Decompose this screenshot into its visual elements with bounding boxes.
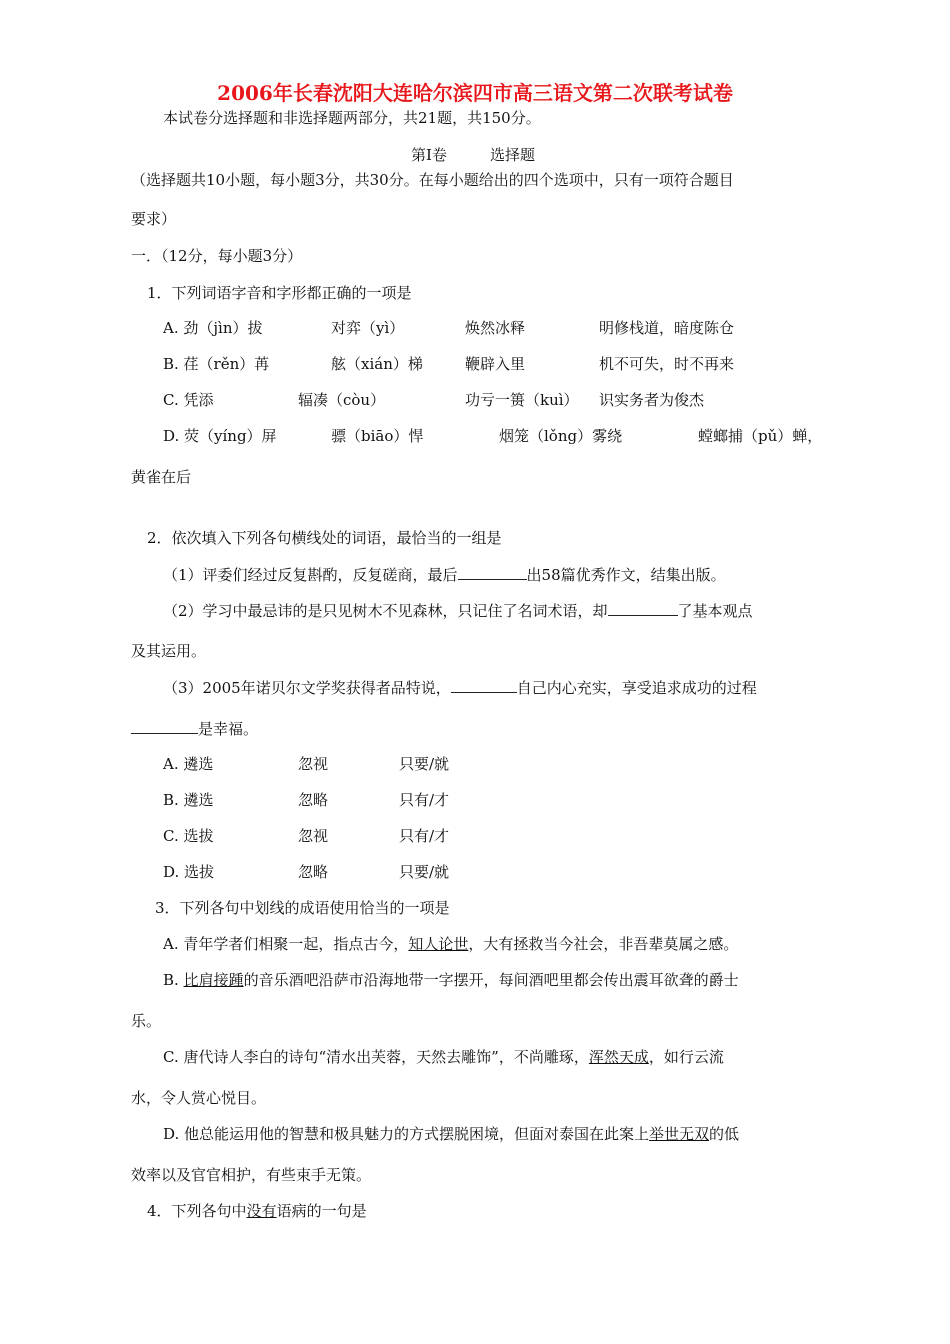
q3-c-idiom: 浑然天成	[588, 1048, 649, 1066]
q2-a-1: A. 遴选	[163, 755, 214, 773]
q2-d-2: 忽略	[298, 863, 329, 881]
q1-a-2: 对弈（yì）	[331, 319, 405, 337]
q2-s3-blank-1	[451, 677, 517, 693]
q3-b-post: 的音乐酒吧沿萨市沿海地带一字摆开，每间酒吧里都会传出震耳欲聋的爵士	[243, 971, 739, 989]
q2-s2-post: 了基本观点	[677, 602, 753, 620]
q3-option-b	[163, 970, 739, 990]
q2-s3-pre: （3）2005年诺贝尔文学奖获得者品特说，	[163, 679, 451, 697]
q3-c-pre: C. 唐代诗人李白的诗句“清水出芙蓉，天然去雕饰”，不尚雕琢，	[163, 1048, 589, 1066]
q3-option-d	[163, 1124, 739, 1144]
q2-a-3: 只要/就	[399, 755, 450, 773]
q2-s1-post: 出58篇优秀作文，结集出版。	[526, 566, 726, 584]
q2-s1-pre: （1）评委们经过反复斟酌，反复磋商，最后	[163, 566, 458, 584]
q3-c-post: ，如行云流	[648, 1048, 724, 1066]
q4-stem-pre: 4．下列各句中	[147, 1202, 247, 1220]
q1-stem: 1．下列词语字音和字形都正确的一项是	[147, 284, 412, 302]
q3-d-idiom: 举世无双	[649, 1125, 710, 1143]
instruction-line-1: （选择题共10小题，每小题3分，共30分。在每小题给出的四个选项中，只有一项符合题目	[131, 171, 734, 189]
q3-option-a	[163, 934, 738, 954]
q1-b-3: 鞭辟入里	[465, 355, 526, 373]
q2-s2-pre: （2）学习中最忌讳的是只见树木不见森林，只记住了名词术语，却	[163, 602, 608, 620]
q2-sentence-1	[163, 564, 726, 585]
q1-b-1: B. 荏（rěn）苒	[163, 355, 270, 373]
q2-a-2: 忽视	[298, 755, 329, 773]
q2-s3-cont: 是幸福。	[198, 720, 259, 738]
q2-sentence-3-cont	[131, 718, 258, 739]
q2-sentence-3	[163, 677, 757, 698]
q2-stem: 2．依次填入下列各句横线处的词语，最恰当的一组是	[147, 529, 502, 547]
q2-s3-blank-2	[131, 718, 198, 734]
q3-a-post: ，大有拯救当今社会，非吾辈莫属之感。	[468, 935, 739, 953]
q3-c-cont: 水，令人赏心悦目。	[131, 1089, 267, 1107]
q2-sentence-2	[163, 600, 753, 621]
q2-b-2: 忽略	[298, 791, 329, 809]
q1-d-2: 骠（biāo）悍	[331, 427, 424, 445]
q3-a-idiom: 知人论世	[408, 935, 469, 953]
q3-option-c	[163, 1047, 724, 1067]
q3-d-post: 的低	[709, 1125, 740, 1143]
instruction-line-2: 要求）	[131, 210, 177, 228]
q1-a-1: A. 劲（jìn）拔	[163, 319, 263, 337]
q2-c-3: 只有/才	[399, 827, 450, 845]
exam-intro: 本试卷分选择题和非选择题两部分，共21题，共150分。	[163, 109, 541, 127]
q1-d-4: 螳螂捕（pǔ）蝉，	[698, 427, 823, 445]
q2-s2-blank	[608, 600, 678, 616]
part-name: 选择题	[490, 146, 536, 164]
q1-b-2: 舷（xián）梯	[331, 355, 423, 373]
q2-sentence-2-cont: 及其运用。	[131, 642, 207, 660]
q1-c-2: 辐凑（còu）	[298, 391, 386, 409]
q1-c-4: 识实务者为俊杰	[599, 391, 705, 409]
q4-stem	[147, 1201, 367, 1221]
q2-s3-post: 自己内心充实，享受追求成功的过程	[516, 679, 757, 697]
q3-b-pre: B.	[163, 971, 184, 989]
q2-d-3: 只要/就	[399, 863, 450, 881]
part-label: 第Ⅰ卷	[411, 146, 447, 164]
q1-c-1: C. 凭添	[163, 391, 214, 409]
q2-d-1: D. 选拔	[163, 863, 215, 881]
q2-s1-blank	[458, 564, 527, 580]
q1-d-3: 烟笼（lǒng）雾绕	[499, 427, 623, 445]
q3-b-cont: 乐。	[131, 1012, 162, 1030]
q1-c-3: 功亏一篑（kuì）	[465, 391, 579, 409]
q3-a-pre: A. 青年学者们相聚一起，指点古今，	[163, 935, 409, 953]
section-one-heading: 一．（12分，每小题3分）	[131, 247, 303, 265]
q3-d-pre: D. 他总能运用他的智慧和极具魅力的方式摆脱困境，但面对泰国在此案上	[163, 1125, 650, 1143]
q4-stem-post: 语病的一句是	[276, 1202, 367, 1220]
q1-b-4: 机不可失，时不再来	[599, 355, 735, 373]
q2-c-1: C. 选拔	[163, 827, 214, 845]
q3-d-cont: 效率以及官官相护，有些束手无策。	[131, 1166, 372, 1184]
q1-a-3: 焕然冰释	[465, 319, 526, 337]
exam-title: 2006年长春沈阳大连哈尔滨四市高三语文第二次联考试卷	[217, 81, 733, 105]
q3-b-idiom: 比肩接踵	[183, 971, 244, 989]
q1-d-continuation: 黄雀在后	[131, 468, 192, 486]
q3-stem: 3．下列各句中划线的成语使用恰当的一项是	[155, 899, 450, 917]
q1-d-1: D. 荧（yíng）屏	[163, 427, 277, 445]
q2-b-1: B. 遴选	[163, 791, 214, 809]
q4-stem-underlined: 没有	[246, 1202, 277, 1220]
q1-a-4: 明修栈道，暗度陈仓	[599, 319, 735, 337]
q2-c-2: 忽视	[298, 827, 329, 845]
q2-b-3: 只有/才	[399, 791, 450, 809]
